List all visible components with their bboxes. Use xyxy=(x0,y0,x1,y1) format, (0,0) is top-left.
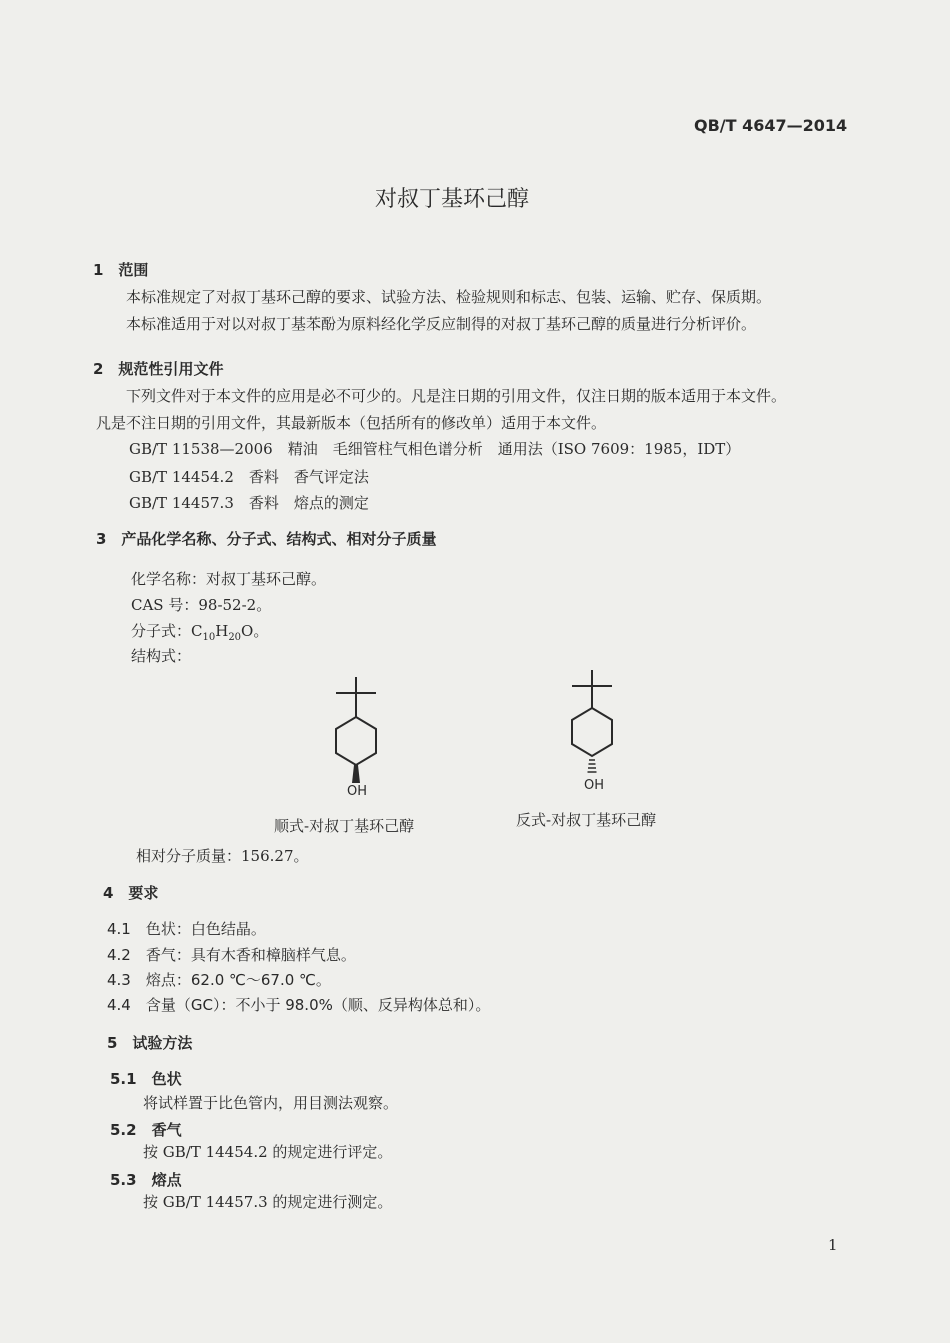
subsection-5-1-text: 将试样置于比色管内，用目测法观察。 xyxy=(143,1094,399,1112)
subsection-5-3-text: 按 GB/T 14457.3 的规定进行测定。 xyxy=(143,1193,393,1211)
cis-oh-label: OH xyxy=(347,784,368,799)
cis-caption: 顺式-对叔丁基环己醇 xyxy=(274,817,415,835)
subsection-5-3-heading: 5.3 熔点 xyxy=(110,1171,182,1189)
trans-structure-diagram xyxy=(548,658,628,798)
scope-paragraph-1: 本标准规定了对叔丁基环己醇的要求、试验方法、检验规则和标志、包装、运输、贮存、保质期。 xyxy=(126,288,772,306)
section-3-heading: 3 产品化学名称、分子式、结构式、相对分子质量 xyxy=(96,530,437,548)
reference-item: GB/T 11538—2006 精油 毛细管柱气相色谱分析 通用法（ISO 7609：1985，IDT） xyxy=(129,440,741,458)
section-2-heading: 2 规范性引用文件 xyxy=(93,360,224,378)
scope-paragraph-2: 本标准适用于对以对叔丁基苯酚为原料经化学反应制得的对叔丁基环己醇的质量进行分析评价。 xyxy=(126,315,757,333)
trans-oh-label: OH xyxy=(584,778,605,793)
section-5-heading: 5 试验方法 xyxy=(107,1034,193,1052)
molecular-weight: 相对分子质量：156.27。 xyxy=(136,847,309,865)
subsection-5-1-heading: 5.1 色状 xyxy=(110,1070,182,1088)
structure-label: 结构式： xyxy=(131,647,192,665)
requirement-item: 4.1 色状：白色结晶。 xyxy=(107,920,266,938)
trans-caption: 反式-对叔丁基环己醇 xyxy=(516,811,657,829)
requirement-item: 4.4 含量（GC）：不小于 98.0%（顺、反异构体总和）。 xyxy=(107,996,491,1014)
refs-paragraph-1: 下列文件对于本文件的应用是必不可少的。凡是注日期的引用文件，仅注日期的版本适用于本文件。 xyxy=(126,387,787,405)
reference-item: GB/T 14454.2 香料 香气评定法 xyxy=(129,468,369,486)
standard-code: QB/T 4647—2014 xyxy=(694,116,848,135)
molecular-formula: 分子式：$C_{10}H_{20}O$。 xyxy=(131,622,269,643)
page-number: 1 xyxy=(828,1236,838,1254)
refs-paragraph-2: 凡是不注日期的引用文件，其最新版本（包括所有的修改单）适用于本文件。 xyxy=(96,414,607,432)
document-title: 对叔丁基环己醇 xyxy=(375,187,530,212)
section-1-heading: 1 范围 xyxy=(93,261,149,279)
requirement-item: 4.3 熔点：62.0 ℃～67.0 ℃。 xyxy=(107,971,331,989)
reference-item: GB/T 14457.3 香料 熔点的测定 xyxy=(129,494,369,512)
subsection-5-2-heading: 5.2 香气 xyxy=(110,1121,182,1139)
chemical-name: 化学名称：对叔丁基环己醇。 xyxy=(131,570,327,588)
requirement-item: 4.2 香气：具有木香和樟脑样气息。 xyxy=(107,946,356,964)
section-4-heading: 4 要求 xyxy=(103,884,159,902)
subsection-5-2-text: 按 GB/T 14454.2 的规定进行评定。 xyxy=(143,1143,393,1161)
cas-number: CAS 号：98-52-2。 xyxy=(131,596,272,614)
